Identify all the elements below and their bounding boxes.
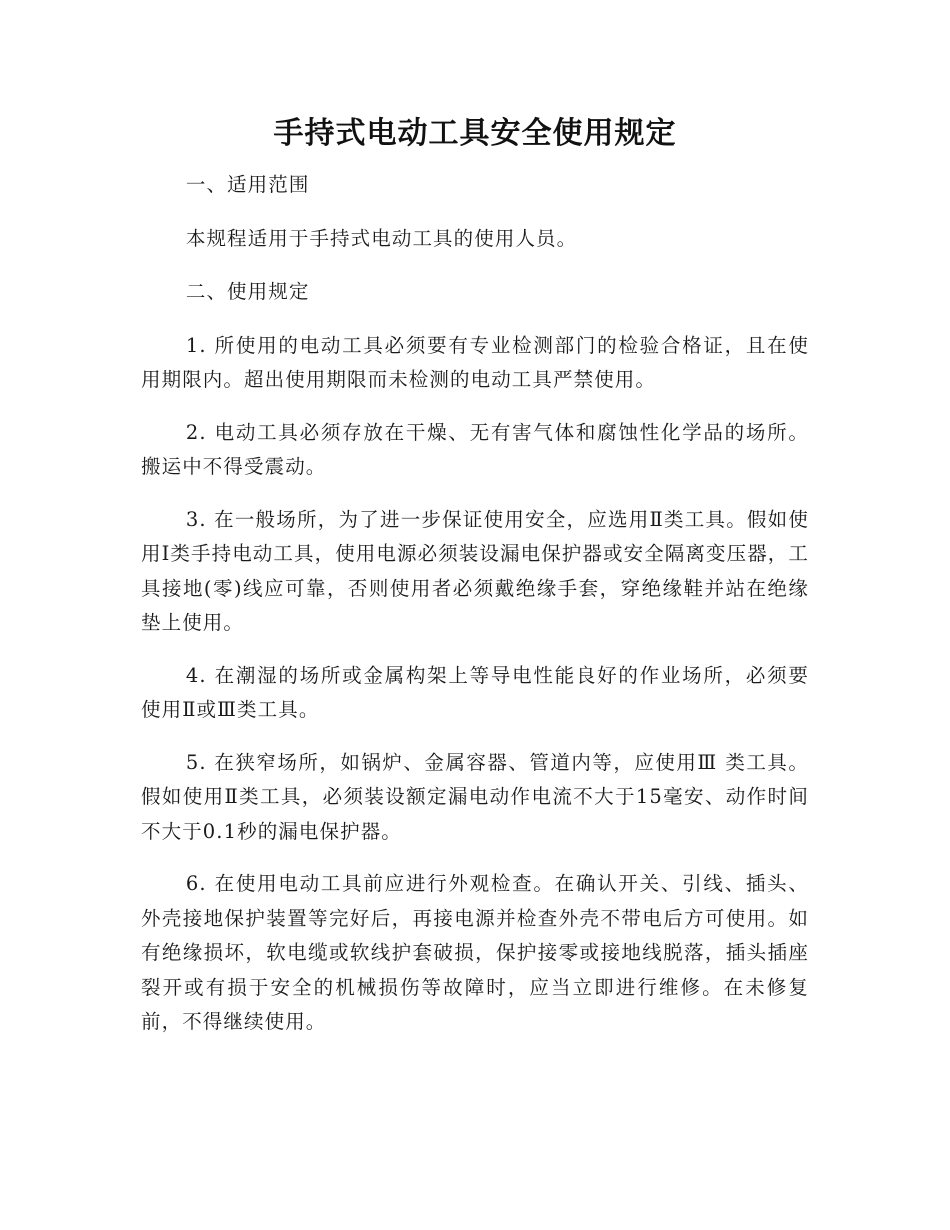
rule-item-3: 3. 在一般场所，为了进一步保证使用安全，应选用Ⅱ类工具。假如使用Ⅰ类手持电动工具，使用电源必须装设漏电保护器或安全隔离变压器，工具接地(零)线应可靠，否则使用者必须戴绝缘手套，穿绝缘鞋并站在绝缘垫上使用。 xyxy=(141,507,810,634)
document-body xyxy=(141,168,809,1040)
document-title: 手持式电动工具安全使用规定 xyxy=(273,116,677,151)
rule-item-6: 6. 在使用电动工具前应进行外观检查。在确认开关、引线、插头、外壳接地保护装置等完好后，再接电源并检查外壳不带电后方可使用。如有绝缘损坏，软电缆或软线护套破损，保护接零或接地线脱落，插头插座裂开或有损于安全的机械损伤等故障时，应当立即进行维修。在未修复前，不得继续使用。 xyxy=(141,872,809,1033)
rule-item-4: 4. 在潮湿的场所或金属构架上等导电性能良好的作业场所，必须要使用Ⅱ或Ⅲ类工具。 xyxy=(141,663,809,721)
rule-item-2: 2. 电动工具必须存放在干燥、无有害气体和腐蚀性化学品的场所。搬运中不得受震动。 xyxy=(141,420,809,478)
section-heading-rules: 二、使用规定 xyxy=(185,280,310,303)
section-heading-scope: 一、适用范围 xyxy=(185,173,310,196)
scope-paragraph: 本规程适用于手持式电动工具的使用人员。 xyxy=(185,226,578,250)
rule-item-1: 1. 所使用的电动工具必须要有专业检测部门的检验合格证，且在使用期限内。超出使用期限而未检测的电动工具严禁使用。 xyxy=(141,333,809,391)
rule-item-5: 5. 在狭窄场所，如锅炉、金属容器、管道内等，应使用Ⅲ 类工具。假如使用Ⅱ类工具，必须装设额定漏电动作电流不大于15毫安、动作时间不大于0.1秒的漏电保护器。 xyxy=(141,750,809,843)
